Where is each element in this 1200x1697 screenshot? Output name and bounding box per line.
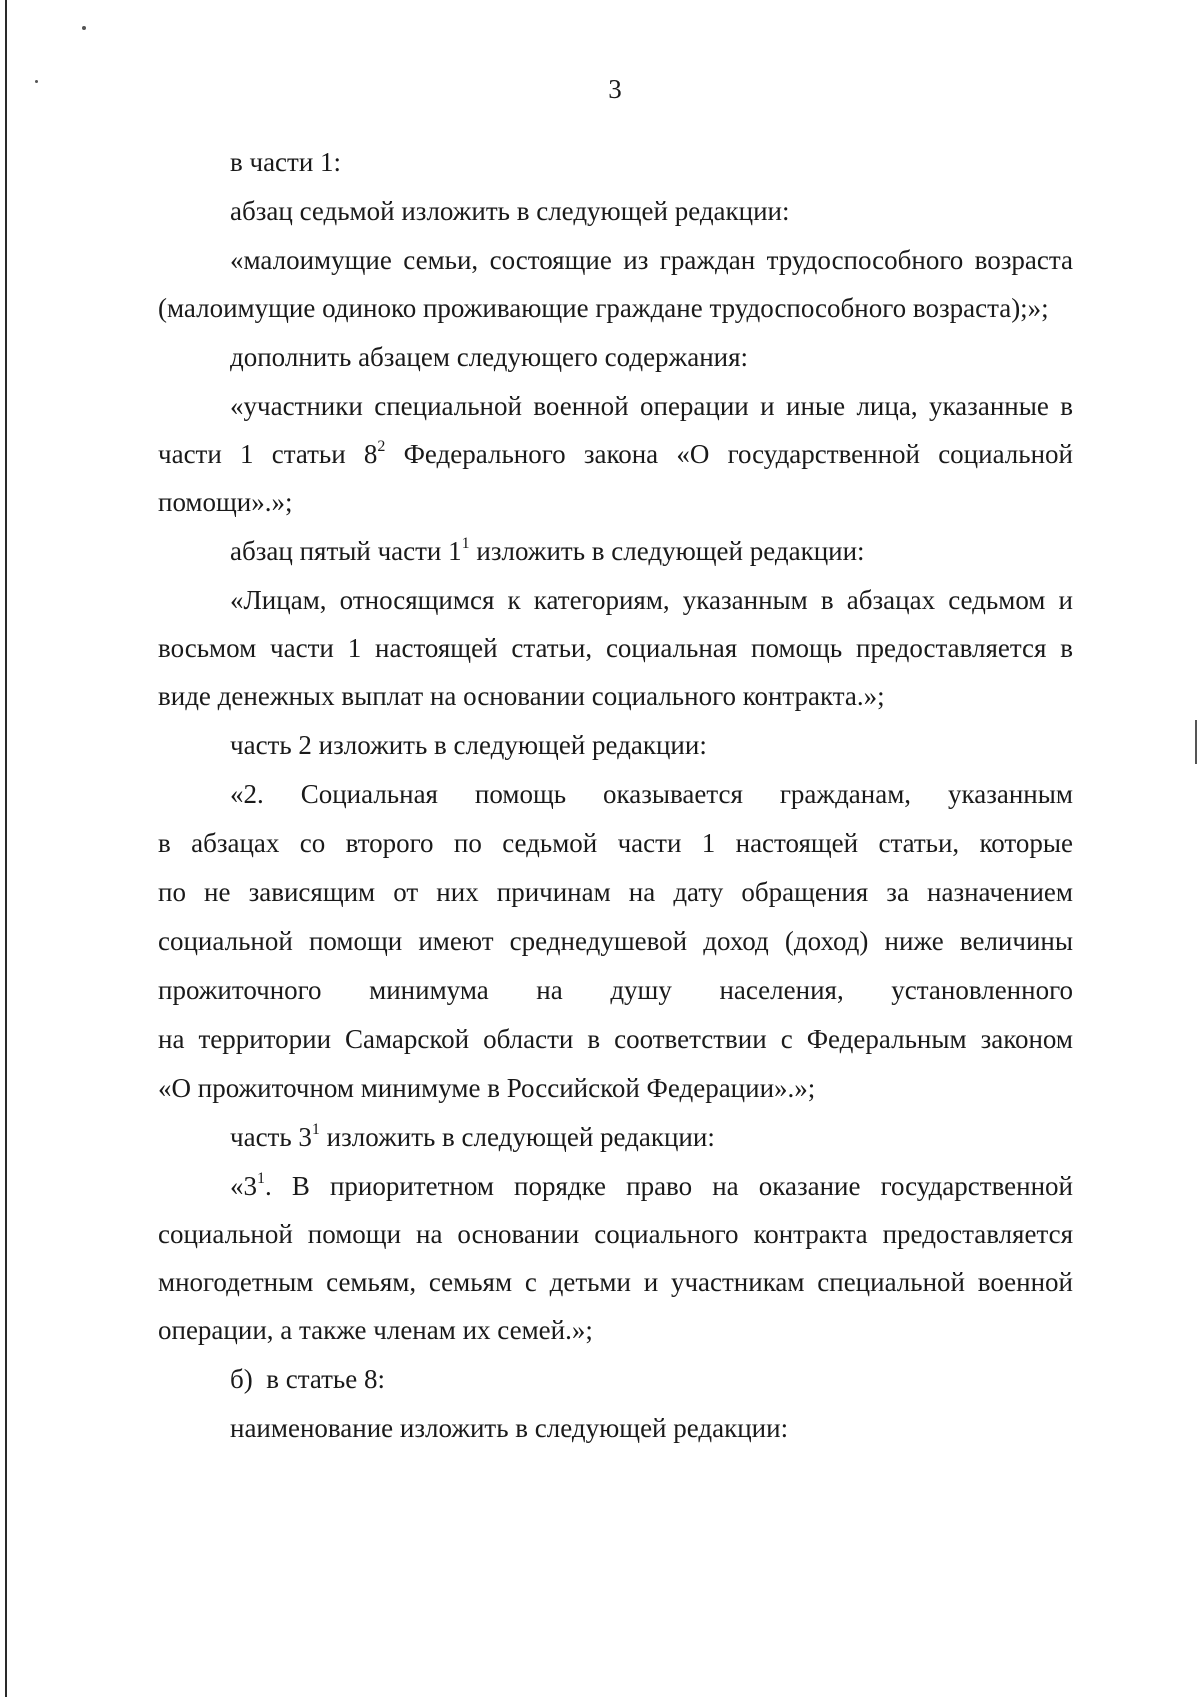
paragraph-line: прожиточного минимума на душу населения, установленного [158, 975, 1073, 1005]
paragraph: абзац пятый части $1^1$ изложить в следующей редакции: [230, 535, 865, 566]
paragraph: часть $3^1$ изложить в следующей редакции: [230, 1121, 715, 1152]
superscript: 1 [311, 1121, 320, 1138]
scan-edge-line [5, 0, 7, 1697]
paragraph-lines [158, 770, 1073, 1112]
scan-speck [1195, 720, 1197, 764]
paragraph: дополнить абзацем следующего содержания: [230, 342, 749, 372]
paragraph: «Лицам, относящимся к категориям, указанным в абзацах седьмом и восьмом части 1 настоящей статьи, социальная помощь предоставляется в виде денежных выплат на основании социального контракта.»; [158, 585, 1073, 711]
paragraph: «участники специальной военной операции и иные лица, указанные в части 1 статьи $8^2$ Федерального закона «О государственной социальной помощи».»; [158, 391, 1073, 517]
paragraph-line: «2. Социальная помощь оказывается гражданам, указанным [230, 779, 1073, 809]
superscript: 1 [257, 1170, 265, 1187]
paragraph: часть 2 изложить в следующей редакции: [230, 730, 707, 760]
superscript: 2 [377, 438, 386, 455]
paragraph-line: по не зависящим от них причинам на дату обращения за назначением [158, 877, 1073, 907]
paragraph-line: на территории Самарской области в соответствии с Федеральным законом [158, 1024, 1073, 1054]
page-number: 3 [608, 74, 622, 104]
paragraph-line: социальной помощи имеют среднедушевой доход (доход) ниже величины [158, 926, 1073, 956]
paragraph: «малоимущие семьи, состоящие из граждан трудоспособного возраста (малоимущие одиноко проживающие граждане трудоспособного возраста);»; [158, 245, 1073, 323]
scan-speck [82, 26, 86, 30]
paragraph: абзац седьмой изложить в следующей редакции: [230, 196, 790, 226]
paragraph: б) в статье 8: [230, 1364, 385, 1394]
paragraph: наименование изложить в следующей редакции: [230, 1413, 789, 1443]
superscript: 1 [461, 535, 470, 552]
paragraph: в части 1: [230, 147, 342, 177]
document-body [158, 138, 1073, 1453]
paragraph: «$3^1$. В приоритетном порядке право на оказание государственной социальной помощи на основании социального контракта предоставляется многодетным семьям, семьям с детьми и участникам специальной военной операции, а также членам их семей.»; [158, 1170, 1073, 1345]
paragraph-line: «О прожиточном минимуме в Российской Федерации».»; [158, 1073, 816, 1103]
paragraph-line: в абзацах со второго по седьмой части 1 настоящей статьи, которые [158, 828, 1073, 858]
